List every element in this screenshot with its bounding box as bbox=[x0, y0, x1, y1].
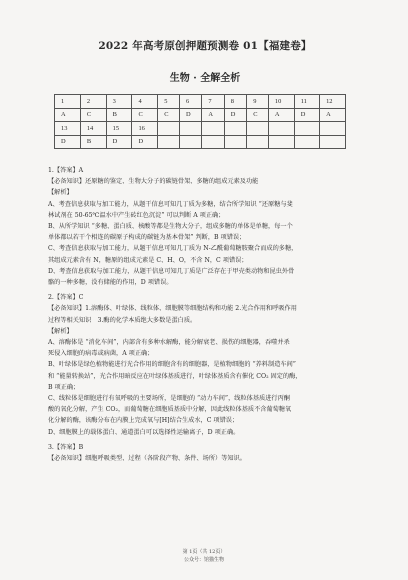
answer-table-cell: D bbox=[294, 108, 319, 122]
answer-table-cell bbox=[268, 135, 294, 149]
q2-answer: 2.【答案】C bbox=[48, 294, 84, 302]
answer-table-cell: C bbox=[80, 108, 106, 122]
answer-table-cell: A bbox=[202, 108, 224, 122]
answer-table-cell: 6 bbox=[179, 95, 201, 109]
answer-table-cell: 7 bbox=[202, 95, 224, 109]
answer-table-cell bbox=[247, 122, 269, 136]
answer-table-cell bbox=[268, 122, 294, 136]
q1-answer: 1.【答案】A bbox=[48, 167, 84, 174]
answer-table-cell: D bbox=[179, 108, 201, 122]
answer-table-cell: 8 bbox=[224, 95, 246, 109]
answer-table-cell bbox=[320, 122, 346, 136]
footer-source: 公众号：馆猫生物 bbox=[183, 557, 224, 563]
q2-line: B 项正确； bbox=[48, 383, 80, 391]
q1-line: C、考查信息获取与加工能力，从题干信息可知几丁质为 N-乙酰葡萄糖胺聚合而成的多糖， bbox=[48, 245, 298, 253]
answer-table-cell: D bbox=[106, 135, 132, 149]
answer-table-cell: 15 bbox=[106, 122, 132, 136]
answer-table-cell: B bbox=[106, 108, 132, 122]
answer-table-cell: A bbox=[268, 108, 294, 122]
q2-analysis-label: 【解析】 bbox=[48, 327, 73, 335]
q3-knowledge: 【必备知识】细胞呼吸类型、过程（各阶段产物、条件、场所）等知识。 bbox=[48, 455, 246, 463]
answer-table-cell: 16 bbox=[132, 122, 158, 136]
answer-table-cell: D bbox=[132, 135, 158, 149]
answer-table-cell: C bbox=[158, 108, 180, 122]
answer-table-answer-row bbox=[55, 108, 346, 122]
q1-line: A、考查信息获取与加工能力，从题干信息可知几丁质为多糖，结合所学知识 “还原糖与斐 bbox=[48, 200, 293, 208]
q2-line: 酸的氧化分解，产生 CO₂，而葡萄糖在细胞质基质中分解，因此线粒体基质不含葡萄糖氧 bbox=[48, 406, 292, 414]
question-2-explanation bbox=[48, 292, 362, 438]
answer-table-cell bbox=[320, 135, 346, 149]
answer-table-answer-row bbox=[55, 135, 346, 149]
answer-table-cell: C bbox=[247, 108, 269, 122]
q2-line: B、叶绿体是绿色植物能进行光合作用的细胞含有的细胞器，是植物细胞的 “养料制造车间” bbox=[48, 361, 296, 369]
answer-table-cell: C bbox=[132, 108, 158, 122]
q1-knowledge: 【必备知识】还原糖的鉴定、生物大分子的碳链骨架、多糖的组成元素及功能 bbox=[48, 178, 259, 186]
q2-line: 死侵入细胞的病毒或病菌，A 项正确； bbox=[48, 350, 154, 358]
answer-table-cell: 12 bbox=[320, 95, 346, 109]
answer-table-cell: 13 bbox=[55, 122, 81, 136]
answer-table-cell: 4 bbox=[132, 95, 158, 109]
answer-table-number-row bbox=[55, 122, 346, 136]
answer-table-cell: A bbox=[320, 108, 346, 122]
question-1-explanation bbox=[48, 165, 362, 288]
q2-knowledge: 过程等相关知识 3.酶的化学本质绝大多数是蛋白质。 bbox=[48, 316, 197, 324]
q3-answer: 3.【答案】B bbox=[48, 443, 84, 451]
answer-table-cell: 5 bbox=[158, 95, 180, 109]
answer-table-cell bbox=[179, 135, 201, 149]
q1-line: 单体都以若干个相连的碳原子构成的碳链为基本骨架” 判断，B 项错误； bbox=[48, 234, 246, 242]
answer-table-cell: 9 bbox=[247, 95, 269, 109]
answer-table-cell: B bbox=[80, 135, 106, 149]
q1-analysis-label: 【解析】 bbox=[48, 189, 73, 197]
answer-table-cell bbox=[224, 135, 246, 149]
answer-table-cell bbox=[224, 122, 246, 136]
answer-table-cell bbox=[294, 122, 319, 136]
answer-table-cell bbox=[294, 135, 319, 149]
answer-table-cell: 2 bbox=[80, 95, 106, 109]
page-title: 2022 年高考原创押题预测卷 01【福建卷】 bbox=[98, 40, 312, 52]
answer-table-cell: 10 bbox=[268, 95, 294, 109]
answer-table-cell: D bbox=[224, 108, 246, 122]
q2-line: C、线粒体是细胞进行有氧呼吸的主要场所，是细胞的 “动力车间”，线粒体基质进行丙酮 bbox=[48, 395, 290, 403]
answer-table-cell bbox=[158, 135, 180, 149]
q1-line: 其组成元素含有 N，糖原的组成元素是 C、H、O，不含 N，C 项错误； bbox=[48, 256, 248, 264]
answer-table-cell bbox=[202, 135, 224, 149]
q2-line: 和 “能量转换站”，光合作用暗反应在叶绿体基质进行，叶绿体基质含有催化 CO₂ 固定的酶， bbox=[48, 372, 302, 380]
q1-line: 林试剂在 50-65℃温水中产生砖红色沉淀” 可以判断 A 项正确； bbox=[48, 211, 225, 219]
answer-table-cell bbox=[247, 135, 269, 149]
page-footer bbox=[0, 548, 408, 564]
answer-table bbox=[54, 94, 346, 149]
question-3-explanation bbox=[48, 442, 362, 464]
answer-table-cell: 14 bbox=[80, 122, 106, 136]
answer-table-cell: 11 bbox=[294, 95, 319, 109]
answer-table-cell: 3 bbox=[106, 95, 132, 109]
answer-table-cell: A bbox=[55, 108, 81, 122]
answer-table-number-row bbox=[55, 95, 346, 109]
q1-line: 骼的一种多糖，没有储能的作用，D 项错误。 bbox=[48, 279, 173, 287]
page-number: 第 1页（共 12页） bbox=[182, 549, 226, 555]
page-subtitle: 生物 · 全解全析 bbox=[169, 73, 241, 84]
answer-table-cell bbox=[158, 122, 180, 136]
q1-line: D、考查信息获取与加工能力，从题干信息可知几丁质是广泛存在于甲壳类动物和昆虫外骨 bbox=[48, 267, 295, 275]
answer-table-cell bbox=[202, 122, 224, 136]
q2-line: A、溶酶体是 “消化车间”，内部含有多种水解酶，能分解衰老、损伤的细胞器，吞噬并杀 bbox=[48, 339, 290, 347]
answer-table-cell: D bbox=[55, 135, 81, 149]
q2-line: 化分解的酶，该酶分布在内膜上完成氧与[H]结合生成水，C 项错误； bbox=[48, 417, 239, 425]
q2-knowledge: 【必备知识】1.溶酶体、叶绿体、线粒体、细胞膜等细胞结构和功能 2.光合作用和呼吸作用 bbox=[48, 305, 297, 313]
answer-table-cell: 1 bbox=[55, 95, 81, 109]
answer-table-cell bbox=[179, 122, 201, 136]
q1-line: B、从所学知识 “多糖、蛋白质、核酸等都是生物大分子，组成多糖的单体是单糖，每一个 bbox=[48, 223, 293, 231]
q2-line: D、细胞膜上的载体蛋白、通道蛋白可以选择性运输离子，D 项正确。 bbox=[48, 428, 240, 436]
